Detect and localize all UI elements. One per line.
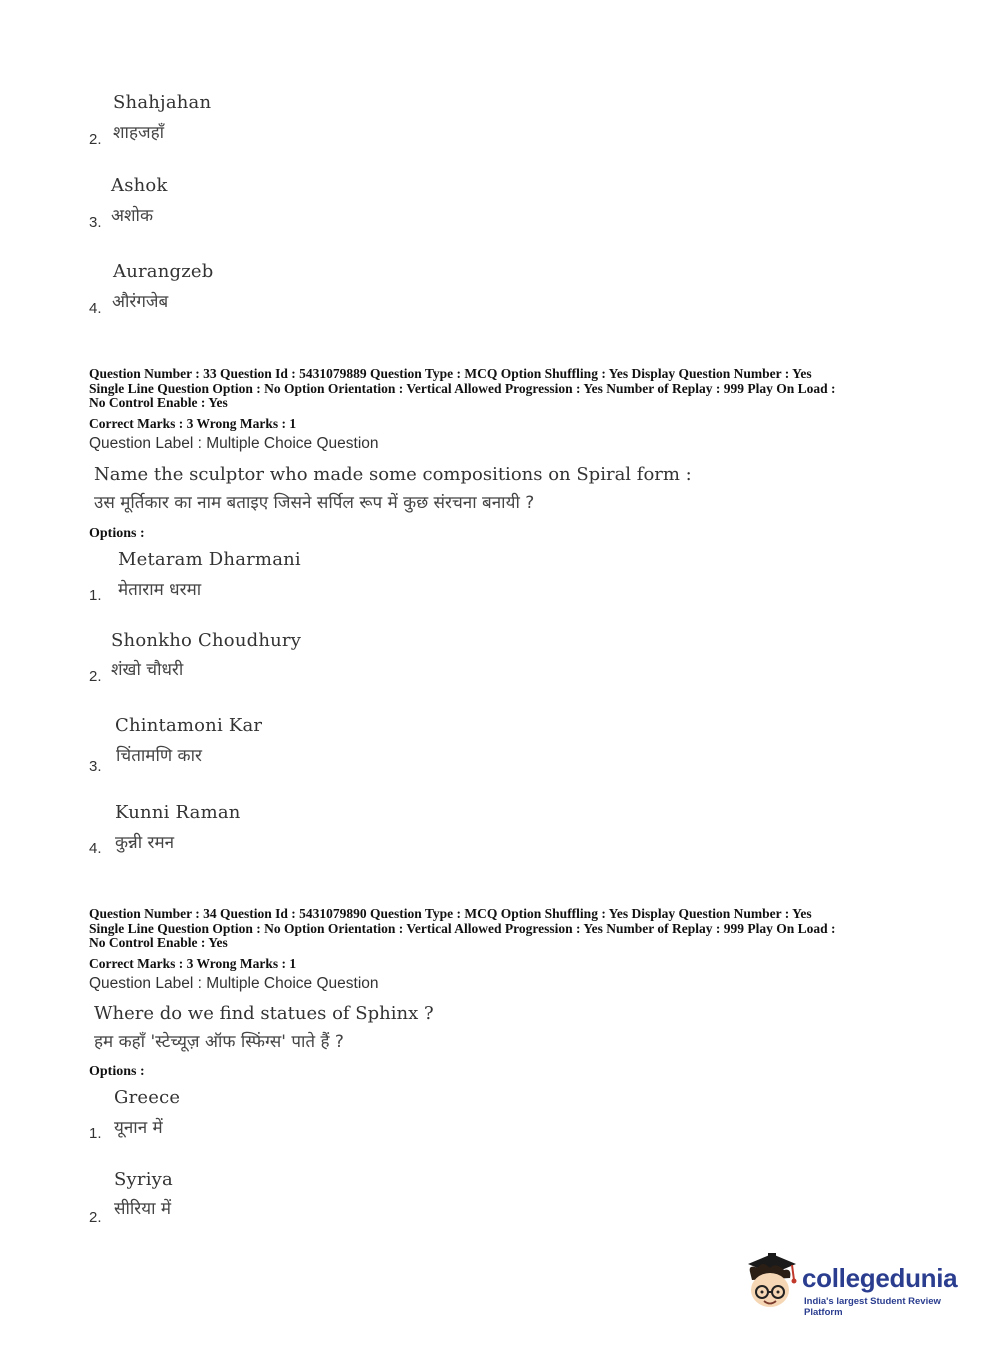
question-meta — [89, 367, 919, 411]
collegedunia-logo[interactable] — [740, 1250, 970, 1318]
option-number: 3. — [89, 214, 102, 231]
option-hindi-text: औरंगजेब — [112, 292, 169, 312]
option-number: 2. — [89, 668, 102, 685]
option-number: 2. — [89, 1209, 102, 1226]
question-text-hindi: हम कहाँ 'स्टेच्यूज़ ऑफ स्फिंग्स' पाते हैं ? — [94, 1032, 344, 1052]
question-meta-line: Single Line Question Option : No Option Orientation : Vertical Allowed Progression : Yes Number of Replay : 999 Play On Load : — [89, 380, 836, 396]
brand-tagline: India's largest Student Review Platform — [804, 1296, 941, 1318]
question-meta-line: Single Line Question Option : No Option Orientation : Vertical Allowed Progression : Yes Number of Replay : 999 Play On Load : — [89, 920, 836, 936]
option-english-text: Aurangzeb — [113, 261, 214, 282]
question-marks: Correct Marks : 3 Wrong Marks : 1 — [89, 416, 297, 431]
option-english-text: Shonkho Choudhury — [111, 630, 302, 651]
option-number: 1. — [89, 587, 102, 604]
question-meta — [89, 907, 919, 951]
option-number: 4. — [89, 300, 102, 317]
option-hindi-text: शंखो चौधरी — [111, 660, 184, 680]
option-hindi-text: चिंतामणि कार — [116, 746, 202, 766]
option-number: 3. — [89, 758, 102, 775]
options-heading: Options : — [89, 1064, 145, 1079]
option-number: 2. — [89, 131, 102, 148]
option-english-text: Metaram Dharmani — [118, 549, 301, 570]
option-english-text: Greece — [114, 1087, 181, 1108]
option-english-text: Shahjahan — [113, 92, 212, 113]
question-marks: Correct Marks : 3 Wrong Marks : 1 — [89, 956, 297, 971]
question-text-hindi: उस मूर्तिकार का नाम बताइए जिसने सर्पिल रूप में कुछ संरचना बनायी ? — [94, 493, 535, 513]
question-meta-line: No Control Enable : Yes — [89, 395, 228, 410]
option-english-text: Chintamoni Kar — [115, 715, 263, 736]
option-english-text: Kunni Raman — [115, 802, 241, 823]
question-meta-line: Question Number : 34 Question Id : 5431079890 Question Type : MCQ Option Shuffling : Yes Display Question Number : Yes — [89, 906, 812, 921]
option-hindi-text: सीरिया में — [114, 1199, 172, 1219]
brand-name: collegedunia — [802, 1263, 958, 1293]
option-hindi-text: शाहजहाँ — [113, 123, 165, 143]
option-hindi-text: मेताराम धरमा — [118, 580, 202, 600]
options-heading: Options : — [89, 526, 145, 541]
option-number: 4. — [89, 840, 102, 857]
mascot-icon — [740, 1250, 802, 1314]
option-hindi-text: अशोक — [111, 206, 154, 226]
question-text-english: Name the sculptor who made some compositions on Spiral form : — [94, 464, 692, 485]
option-hindi-text: यूनान में — [114, 1118, 163, 1138]
option-hindi-text: कुन्नी रमन — [115, 833, 175, 853]
option-english-text: Ashok — [111, 175, 168, 196]
option-number: 1. — [89, 1125, 102, 1142]
question-label: Question Label : Multiple Choice Question — [89, 975, 379, 992]
question-meta-line: Question Number : 33 Question Id : 5431079889 Question Type : MCQ Option Shuffling : Yes Display Question Number : Yes — [89, 366, 812, 381]
option-english-text: Syriya — [114, 1169, 173, 1190]
question-meta-line: No Control Enable : Yes — [89, 935, 228, 950]
question-text-english: Where do we find statues of Sphinx ? — [94, 1003, 434, 1024]
question-label: Question Label : Multiple Choice Question — [89, 435, 379, 452]
